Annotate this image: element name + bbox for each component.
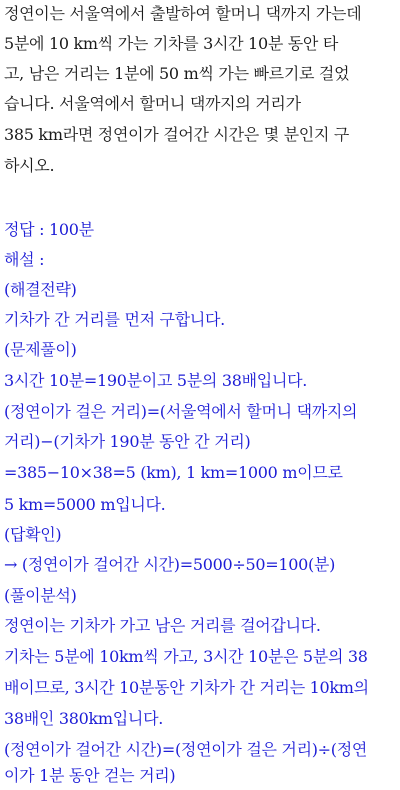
solution-strategy-text: 기차가 간 거리를 먼저 구합니다. <box>4 310 225 329</box>
solution-line-5: 5 km=5000 m입니다. <box>4 495 166 514</box>
problem-solving-heading: (문제풀이) <box>4 340 77 359</box>
question-line-6: 하시오. <box>4 156 55 175</box>
analysis-line-5: (정연이가 걸어간 시간)=(정연이가 걸은 거리)÷(정연 <box>4 740 368 759</box>
solution-analysis-heading: (풀이분석) <box>4 586 77 605</box>
question-line-1: 정연이는 서울역에서 출발하여 할머니 댁까지 가는데 <box>4 4 362 23</box>
explanation-heading: 해설 : <box>4 250 45 269</box>
solution-line-1: 3시간 10분=190분이고 5분의 38배입니다. <box>4 371 308 390</box>
answer-check-text: → (정연이가 걸어간 시간)=5000÷50=100(분) <box>4 555 336 574</box>
question-line-4: 습니다. 서울역에서 할머니 댁까지의 거리가 <box>4 94 301 113</box>
solution-strategy-heading: (해결전략) <box>4 280 77 299</box>
analysis-line-4: 38배인 380km입니다. <box>4 709 164 728</box>
question-line-2: 5분에 10 km씩 가는 기차를 3시간 10분 동안 타 <box>4 34 339 53</box>
answer-line: 정답 : 100분 <box>4 220 94 239</box>
solution-line-3: 거리)−(기차가 190분 동안 간 거리) <box>4 432 251 451</box>
solution-line-2: (정연이가 걸은 거리)=(서울역에서 할머니 댁까지의 <box>4 402 358 421</box>
analysis-line-1: 정연이는 기차가 가고 남은 거리를 걸어갑니다. <box>4 616 321 635</box>
question-line-3: 고, 남은 거리는 1분에 50 m씩 가는 빠르기로 걸었 <box>4 64 350 83</box>
analysis-line-2: 기차는 5분에 10km씩 가고, 3시간 10분은 5분의 38 <box>4 647 368 666</box>
analysis-line-3: 배이므로, 3시간 10분동안 기차가 간 거리는 10km의 <box>4 678 369 697</box>
solution-line-4: =385−10×38=5 (km), 1 km=1000 m이므로 <box>4 463 343 482</box>
question-line-5: 385 km라면 정연이가 걸어간 시간은 몇 분인지 구 <box>4 125 350 144</box>
analysis-line-6: 이가 1분 동안 걷는 거리) <box>4 766 176 785</box>
answer-check-heading: (답확인) <box>4 525 62 544</box>
